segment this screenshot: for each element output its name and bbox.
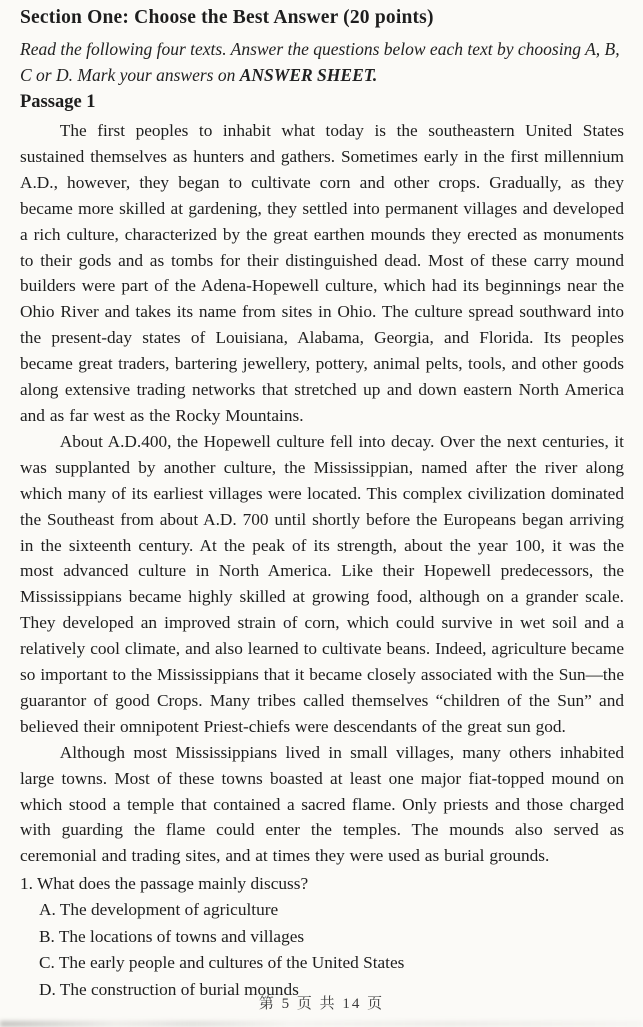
passage-paragraph-2: About A.D.400, the Hopewell culture fell into decay. Over the next centuries, it was supplanted by another culture, the Mississippian, named after the river along which many of its earliest villages were located. This complex civilization dominated the Southeast from about A.D. 700 until shortly before the Europeans began arriving in the sixteenth century. At the peak of its strength, about the year 100, it was the most advanced culture in North America. Like their Hopewell predecessors, the Mississippians became highly skilled at growing food, although on a grander scale. They developed an improved strain of corn, which could survive in wet soil and a relatively cool climate, and also learned to cultivate beans. Indeed, agriculture became so important to the Mississippians that it became closely associated with the Sun—the guarantor of good Crops. Many tribes called themselves “children of the Sun” and believed their omnipotent Priest-chiefs were descendants of the great sun god. (20, 431, 624, 736)
question-1-block (20, 870, 624, 1003)
page-number-footer: 第 5 页 共 14 页 (258, 996, 385, 1012)
question-1-option-d: D. The construction of burial mounds (39, 980, 299, 1000)
instructions-answer-sheet-emphasis: ANSWER SHEET. (239, 65, 378, 85)
question-1-option-b: B. The locations of towns and villages (39, 926, 305, 946)
passage-title: Passage 1 (20, 92, 96, 112)
question-1-option-c: C. The early people and cultures of the United States (39, 953, 405, 973)
question-1-text: 1. What does the passage mainly discuss? (20, 874, 309, 894)
scan-edge-shadow (0, 1021, 643, 1027)
passage-paragraph-1: The first peoples to inhabit what today is the southeastern United States sustained themselves as hunters and gathers. Sometimes early in the first millennium A.D., however, they began to cultivate corn and other crops. Gradually, as they became more skilled at gardening, they settled into permanent villages and developed a rich culture, characterized by the great earthen mounds they erected as monuments to their gods and as tombs for their distinguished dead. Most of these carry mound builders were part of the Adena-Hopewell culture, which had its beginnings near the Ohio River and takes its name from sites in Ohio. The culture spread southward into the present-day states of Louisiana, Alabama, Georgia, and Florida. Its peoples became great traders, bartering jewellery, pottery, animal pelts, tools, and other goods along extensive trading networks that stretched up and down eastern North America and as far west as the Rocky Mountains. (20, 121, 624, 425)
question-1-option-a: A. The development of agriculture (39, 900, 279, 920)
instructions (20, 36, 624, 88)
passage-paragraph-3: Although most Mississippians lived in small villages, many others inhabited large towns. Most of these towns boasted at least one major fiat-topped mound on which stood a temple that contained a sacred flame. Only priests and those charged with guarding the flame could enter the temples. The mounds also served as ceremonial and trading sites, and at times they were used as burial grounds. (20, 742, 624, 866)
section-title: Section One: Choose the Best Answer (20 points) (20, 7, 434, 28)
instructions-text: Read the following four texts. Answer the questions below each text by choosing A, B, C or D. Mark your answers on (20, 39, 620, 85)
